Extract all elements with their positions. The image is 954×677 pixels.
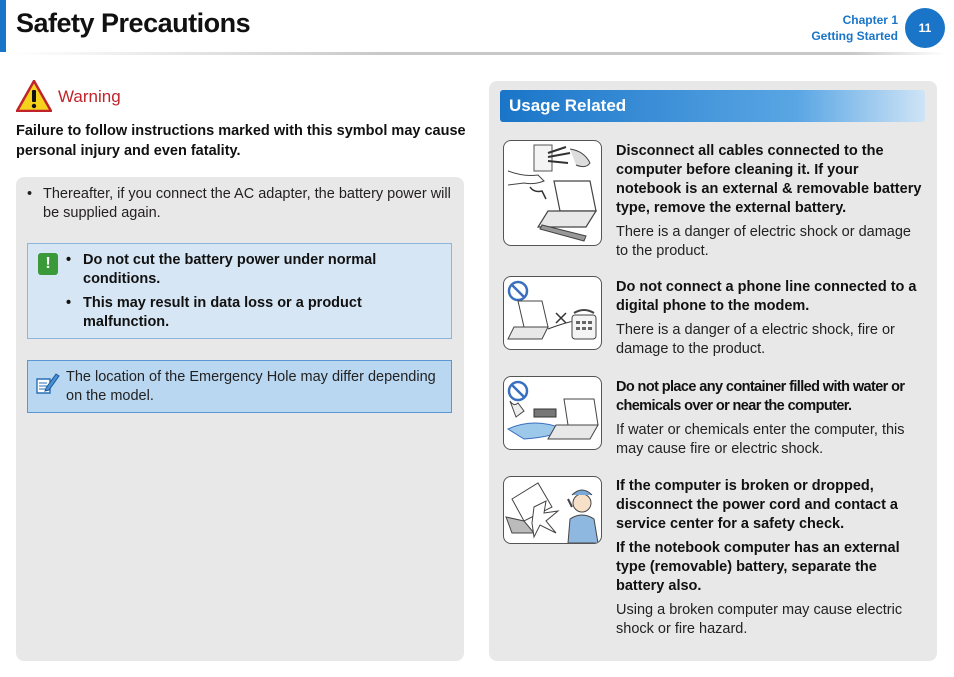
page-number-badge: 11	[905, 8, 945, 48]
usage-related-title: Usage Related	[509, 96, 627, 115]
usage-item-bold: If the notebook computer has an external type (removable) battery, separate the battery also.	[616, 540, 900, 594]
usage-related-header	[500, 90, 925, 122]
chapter-info	[811, 12, 898, 44]
usage-item-desc: There is a danger of electric shock or damage to the product.	[616, 224, 911, 259]
usage-item-desc: There is a danger of a electric shock, fire or damage to the product.	[616, 322, 895, 357]
bullet-dot: •	[66, 295, 72, 311]
usage-item-desc: If water or chemicals enter the computer, this may cause fire or electric shock.	[616, 422, 905, 457]
warning-icon	[16, 80, 52, 112]
header-divider	[10, 52, 945, 55]
usage-item-bold: Disconnect all cables connected to the computer before cleaning it. If your notebook is an external & removable battery type, remove the external battery.	[616, 143, 922, 216]
list-item	[27, 185, 463, 223]
usage-item-desc: Using a broken computer may cause electric shock or fire hazard.	[616, 602, 903, 637]
warning-label: Warning	[58, 87, 121, 106]
usage-item-bold: If the computer is broken or dropped, disconnect the power cord and contact a service center for a safety check.	[616, 478, 898, 532]
caution-item	[66, 251, 423, 289]
caution-icon: !	[38, 253, 58, 275]
usage-item-text	[616, 378, 926, 416]
usage-item-desc-block	[616, 421, 926, 459]
water-container-illustration	[503, 376, 602, 450]
title-accent-bar	[0, 0, 6, 52]
bullet-text: Thereafter, if you connect the AC adapter, the battery power will be supplied again.	[43, 186, 451, 221]
broken-computer-illustration	[503, 476, 602, 544]
caution-text: This may result in data loss or a product malfunction.	[83, 295, 362, 330]
caution-item	[66, 294, 423, 332]
warning-text: Failure to follow instructions marked with this symbol may cause personal injury and even fatality.	[16, 123, 466, 159]
caution-text: Do not cut the battery power under normal conditions.	[83, 252, 377, 287]
usage-item-text	[616, 142, 926, 261]
chapter-label: Chapter 1	[842, 13, 898, 27]
bullet-dot: •	[66, 252, 72, 268]
usage-item-bold: Do not place any container filled with water or chemicals over or near the computer.	[616, 379, 905, 414]
usage-item-text	[616, 278, 926, 359]
bullet-dot: •	[27, 186, 33, 202]
phone-line-illustration	[503, 276, 602, 350]
caution-box	[27, 243, 452, 339]
unplug-cables-illustration	[503, 140, 602, 246]
note-text: The location of the Emergency Hole may differ depending on the model.	[66, 369, 436, 404]
usage-item-bold: Do not connect a phone line connected to a digital phone to the modem.	[616, 279, 917, 314]
chapter-name: Getting Started	[811, 29, 898, 43]
usage-item-text	[616, 477, 926, 639]
note-box	[27, 360, 452, 413]
page-title: Safety Precautions	[16, 8, 251, 38]
pencil-note-icon	[34, 371, 60, 397]
